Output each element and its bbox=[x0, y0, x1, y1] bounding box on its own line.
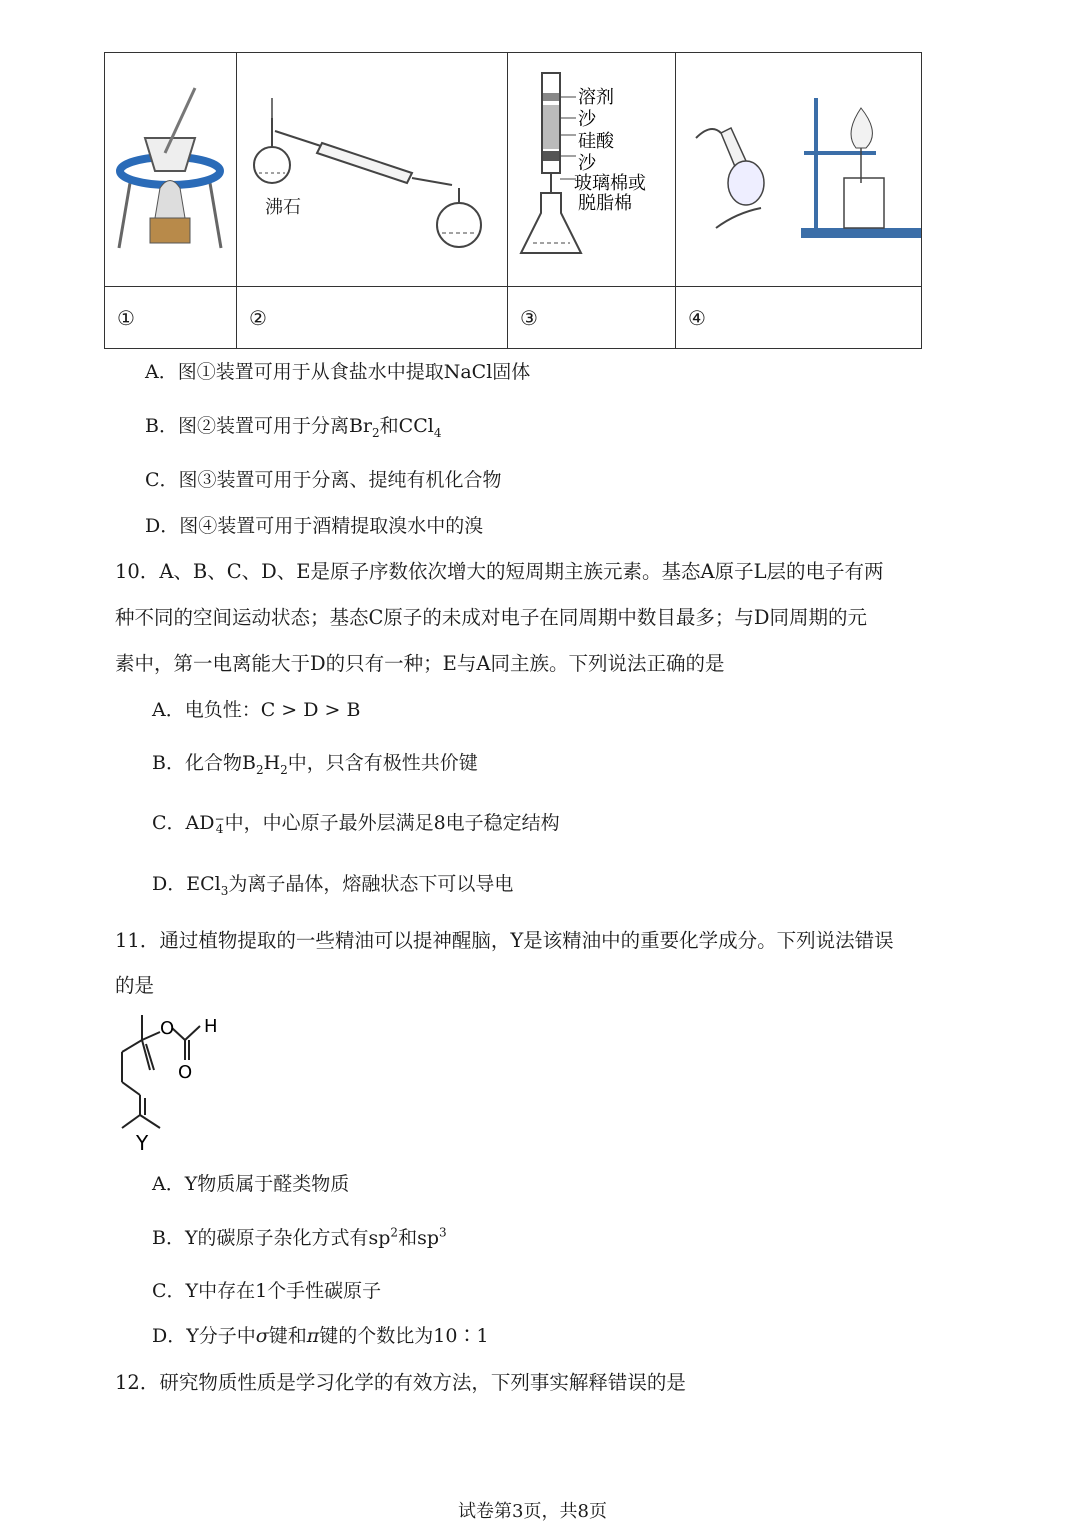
q10-option-c: C．AD − 4 中，中心原子最外层满足8电子稳定结构 bbox=[152, 812, 560, 836]
q11-line-2: 的是 bbox=[115, 974, 155, 997]
q11-option-a: A．Y物质属于醛类物质 bbox=[152, 1173, 350, 1195]
q9-option-b: B．图②装置可用于分离$Br_2$和CCl$_4$ bbox=[145, 415, 442, 440]
figure-4-separatory-funnel bbox=[676, 53, 922, 287]
layer-sand-bottom: 沙 bbox=[578, 153, 596, 174]
hydrogen-label: H bbox=[204, 1016, 218, 1037]
q10-option-d: D．ECl$_3$为离子晶体，熔融状态下可以导电 bbox=[152, 873, 514, 898]
carbonyl-oxygen-label: O bbox=[178, 1062, 193, 1083]
q11-line-1: 11．通过植物提取的一些精油可以提神醒脑，Y是该精油中的重要化学成分。下列说法错误 bbox=[115, 929, 894, 952]
figure-2-distillation bbox=[237, 53, 508, 287]
figure-3-column bbox=[508, 53, 676, 287]
figure-2-label: ② bbox=[237, 287, 508, 349]
q11-option-c: C．Y中存在1个手性碳原子 bbox=[152, 1280, 382, 1302]
compound-y-label: Y bbox=[136, 1131, 149, 1155]
q10-line-3: 素中，第一电离能大于D的只有一种；E与A同主族。下列说法正确的是 bbox=[115, 652, 725, 675]
q9-option-a: A．图①装置可用于从食盐水中提取NaCl固体 bbox=[145, 361, 531, 383]
q12-line-1: 12．研究物质性质是学习化学的有效方法，下列事实解释错误的是 bbox=[115, 1371, 686, 1394]
q10-line-1: 10．A、B、C、D、E是原子序数依次增大的短周期主族元素。基态A原子L层的电子有两 bbox=[115, 560, 884, 583]
ester-oxygen-label: O bbox=[160, 1018, 175, 1039]
figure-1-label: ① bbox=[105, 287, 237, 349]
figure-4-label: ④ bbox=[676, 287, 922, 349]
figure-1-evaporation bbox=[105, 53, 237, 287]
boiling-stone-label: 沸石 bbox=[265, 197, 301, 218]
q9-option-c: C．图③装置可用于分离、提纯有机化合物 bbox=[145, 469, 502, 491]
figure-3-label: ③ bbox=[508, 287, 676, 349]
page-footer: 试卷第3页，共8页 bbox=[458, 1501, 607, 1522]
q10-line-2: 种不同的空间运动状态；基态C原子的未成对电子在同周期中数目最多；与D同周期的元 bbox=[115, 606, 868, 629]
layer-solvent: 溶剂 bbox=[578, 87, 614, 108]
q10-option-b: B．化合物$B_2H_2$中，只含有极性共价键 bbox=[152, 752, 478, 777]
q11-option-b: B．Y的碳原子杂化方式有$sp^2$和$sp^3$ bbox=[152, 1225, 447, 1249]
layer-silica: 硅酸 bbox=[578, 131, 614, 152]
apparatus-table bbox=[104, 52, 922, 349]
layer-glass-wool: 玻璃棉或 bbox=[574, 173, 646, 194]
q10-option-a: A．电负性：C > D > B bbox=[152, 699, 361, 721]
compound-y-structure bbox=[110, 1010, 240, 1155]
q9-option-d: D．图④装置可用于酒精提取溴水中的溴 bbox=[145, 515, 484, 537]
layer-sand-top: 沙 bbox=[578, 109, 596, 130]
layer-cotton: 脱脂棉 bbox=[578, 193, 632, 214]
q11-option-d: D．Y分子中σ键和π键的个数比为10∶1 bbox=[152, 1325, 489, 1347]
